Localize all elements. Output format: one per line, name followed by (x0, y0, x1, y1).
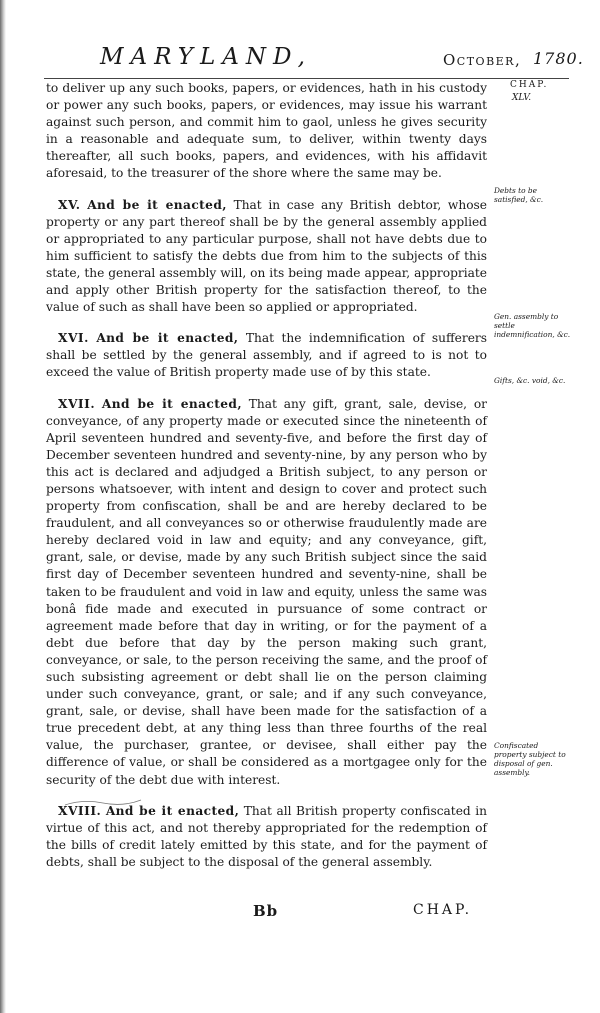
section-xviii (46, 803, 487, 871)
enacting-clause: And be it enacted, (105, 803, 240, 818)
header-year: 1780. (533, 49, 584, 68)
section-numeral: XVIII. (58, 803, 102, 818)
body-text (46, 80, 487, 871)
page-binding-edge (0, 0, 6, 1013)
margin-note-confiscated: Confiscated property subject to disposal of gen. assembly. (494, 741, 566, 777)
section-numeral: XVI. (58, 331, 89, 346)
section-text: That all British property confiscated in virtue of this act, and not thereby appropriated for the redemption of the bills of credit lately emitted by this state, and for the payment of debts, shall be subject to the disposal of the general assembly. (46, 803, 488, 869)
catchword: CHAP. (413, 902, 473, 918)
margin-note-debts: Debts to be satisfied, &c. (494, 186, 544, 204)
section-xvii (46, 396, 487, 789)
signature-mark: Bb (253, 902, 279, 920)
section-text: That in case any British debtor, whose property or any part thereof shall be by the general assembly applied or appropriated to any particular purpose, shall not have debts due to him sufficient to satisfy the debts due from him to the subjects of this state, the general assembly will, on its being made appear, appropriate and apply other British property for the satisfaction thereof, to the value of such as shall have been so applied or appropriated. (46, 197, 487, 315)
margin-chapter-number: XLV. (512, 93, 532, 103)
section-xv (46, 197, 487, 317)
ink-mark-decoration (63, 797, 143, 807)
section-text: That any gift, grant, sale, devise, or conveyance, of any property made or executed since the nineteenth of April seventeen hundred and seventy-five, and before the first day of December seventeen hundred and seventy-nine, by any person who by this act is declared and adjudged a British subject, to any person or persons whatsoever, with intent and design to cover and protect such property from confiscation, shall be and are hereby declared to be fraudulent, and all conveyances so or otherwise fraudulently made are hereby declared void in law and equity; and any conveyance, gift, grant, sale, or devise, made by any such British subject since the said first day of December seventeen hundred and seventy-nine, shall be taken to be fraudulent and void in law and equity, unless the same was bonâ fide made and executed in pursuance of some contract or agreement made before that day in writing, or for the payment of a debt due before that day by the person making such grant, conveyance, or sale, to the person receiving the same, and the proof of such subsisting agreement or debt shall lie on the person claiming under such conveyance, grant, or sale; and if any such conveyance, grant, sale, or devise, shall have been made for the satisfaction of a true precedent debt, at any thing less than three fourths of the real value, the purchaser, grantee, or devisee, shall either pay the difference of value, or shall be considered as a mortgagee only for the security of the debt due with interest. (46, 396, 487, 787)
header-rule (44, 78, 569, 79)
margin-chapter-label: CHAP. (510, 80, 549, 90)
section-numeral: XV. (58, 197, 81, 212)
section-text: That the indemnification of sufferers shall be settled by the general assembly, and if agreed to is not to exceed the value of British property made use of by this state. (46, 331, 488, 380)
section-numeral: XVII. (58, 396, 96, 411)
header-month: October, (443, 51, 522, 69)
header-state: MARYLAND, (100, 44, 312, 70)
enacting-clause: And be it enacted, (96, 331, 239, 346)
running-header (100, 40, 595, 76)
margin-note-indemnification: Gen. assembly to settle indemnification, &c. (494, 312, 571, 339)
paragraph-continuation: to deliver up any such books, papers, or evidences, hath in his custody or power any such books, papers, or evidences, may issue his warrant against such person, and commit him to gaol, unless he gives security in a reasonable and adequate sum, to deliver, within twenty days thereafter, all such books, papers, and evidences, with his affidavit aforesaid, to the treasurer of the shore where the same may be. (46, 81, 487, 181)
enacting-clause: And be it enacted, (87, 197, 227, 212)
margin-note-gifts: Gifts, &c. void, &c. (494, 376, 566, 385)
section-xvi (46, 330, 487, 381)
enacting-clause: And be it enacted, (101, 396, 242, 411)
